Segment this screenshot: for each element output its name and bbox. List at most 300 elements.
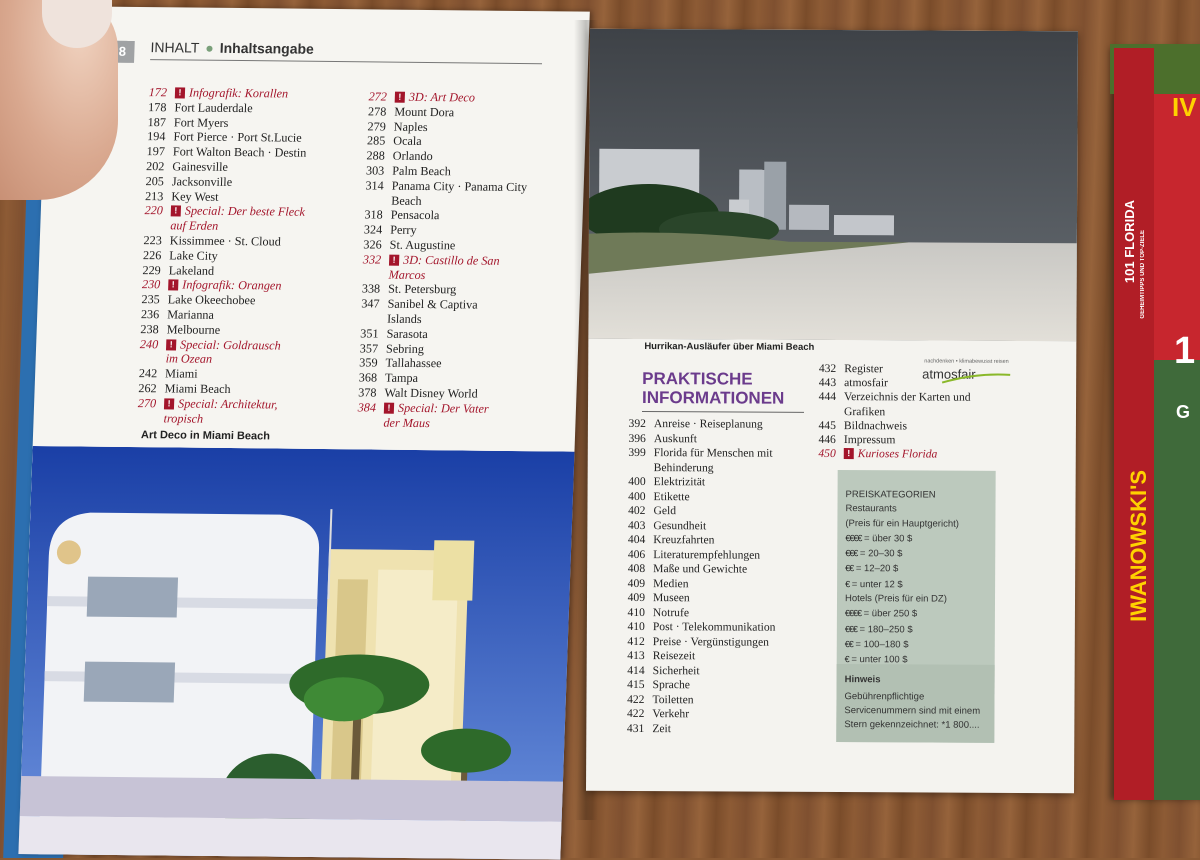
- toc-entry-title: 3D: Art Deco: [408, 89, 476, 105]
- other-book-spine: [1114, 48, 1154, 800]
- toc-entry-text: [654, 475, 706, 490]
- toc-entry-text: [385, 356, 441, 371]
- toc-entry-text: [392, 164, 451, 179]
- toc-entry-title: Gesundheit: [653, 518, 707, 532]
- toc-entry-text: [169, 248, 218, 263]
- toc-entry-text: [388, 252, 499, 283]
- toc-page-number: 432: [818, 361, 837, 376]
- toc-entry: [623, 562, 833, 578]
- toc-entry-continuation: der Maus: [383, 415, 431, 430]
- toc-page-number: 403: [627, 518, 646, 532]
- toc-entry-title: Infografik: Korallen: [188, 85, 289, 101]
- toc-page-number: 431: [626, 721, 645, 735]
- toc-entry-title: Kissimmee · St. Cloud: [169, 233, 282, 249]
- toc-entry-title: Special: Goldrausch: [179, 337, 281, 353]
- toc-page-number: 410: [627, 605, 645, 619]
- page-title: Inhaltsangabe: [219, 39, 315, 57]
- price-coins-icon: €€€€: [845, 532, 862, 544]
- toc-entry-title: Fort Myers: [173, 114, 229, 130]
- price-row: [845, 577, 959, 593]
- hotels-label: Hotels (Preis für ein DZ): [844, 593, 947, 605]
- toc-page-number: 412: [627, 634, 645, 648]
- toc-entry-title: Sanibel & Captiva: [387, 296, 478, 312]
- toc-entry: [623, 591, 833, 607]
- toc-entry-title: Sebring: [385, 341, 425, 356]
- toc-page-number: 213: [144, 188, 164, 203]
- toc-page-number: 240: [139, 336, 159, 351]
- special-marker-icon: !: [389, 254, 399, 265]
- toc-entry-text: [653, 533, 714, 548]
- thumb: [0, 0, 118, 200]
- special-marker-icon: !: [164, 398, 174, 409]
- toc-entry-title: Anreise · Reiseplanung: [653, 417, 763, 431]
- toc-page-number: 410: [627, 619, 645, 634]
- price-range: = unter 100 $: [848, 654, 908, 666]
- toc-page-number: 197: [146, 144, 166, 159]
- toc-page-number: 220: [144, 203, 164, 218]
- restaurant-price-list: [845, 531, 959, 593]
- toc-entry-text: [653, 620, 776, 635]
- toc-entry-text: [394, 119, 428, 134]
- toc-entry: [624, 475, 834, 491]
- toc-entry: [814, 447, 1014, 462]
- toc-entry-text: [172, 159, 228, 174]
- atmosfair-swoosh-icon: [940, 369, 1012, 385]
- toc-entry: [622, 721, 832, 737]
- toc-entry-text: [174, 100, 253, 116]
- special-marker-icon: !: [844, 448, 854, 459]
- toc-entry-title: atmosfair: [844, 376, 888, 390]
- toc-page-number: 230: [141, 277, 161, 292]
- price-box-title: PREISKATEGORIEN: [845, 489, 936, 501]
- toc-page-number: 347: [361, 296, 380, 311]
- toc-page-number: 396: [628, 431, 646, 445]
- toc-page-number: 404: [627, 532, 646, 547]
- toc-entry-title: Notrufe: [652, 605, 690, 619]
- toc-entry-title: Kurioses Florida: [857, 447, 938, 461]
- toc-entry-continuation: Behinderung: [653, 460, 714, 474]
- toc-entry-title: Mount Dora: [394, 104, 455, 120]
- toc-page-number: 235: [141, 292, 161, 307]
- toc-entry-text: [654, 446, 773, 476]
- header-rule: [150, 59, 542, 64]
- toc-entry-title: Tampa: [384, 370, 419, 386]
- price-range: = 100–180 $: [852, 639, 909, 651]
- toc-column-2: [345, 89, 557, 431]
- toc-page-number: 205: [145, 173, 165, 189]
- toc-page-number: 226: [142, 247, 162, 263]
- price-row: [845, 652, 959, 668]
- other-book-subtitle: GEHEIMTIPPS UND TOP-ZIELE: [1140, 230, 1146, 319]
- toc-entry: [624, 489, 834, 505]
- toc-entry-title: Auskunft: [653, 431, 698, 445]
- toc-entry-text: [844, 419, 907, 434]
- section-title-line-2: INFORMATIONEN: [642, 388, 785, 408]
- toc-entry-text: [170, 233, 282, 249]
- special-marker-icon: !: [168, 280, 178, 291]
- price-coins-icon: €: [844, 654, 849, 665]
- right-page: [586, 29, 1078, 794]
- toc-entry-title: Ocala: [393, 134, 422, 149]
- toc-entry-text: [844, 376, 888, 390]
- toc-entry-title: Sprache: [652, 678, 690, 692]
- toc-page-number: 409: [627, 590, 646, 605]
- toc-entry: [624, 431, 834, 447]
- section-rule: [642, 411, 804, 413]
- toc-entry-text: [166, 322, 220, 337]
- toc-entry-text: [653, 678, 690, 693]
- toc-entry-text: [384, 386, 478, 402]
- toc-entry-title: St. Augustine: [389, 237, 456, 253]
- toc-entry-text: [653, 577, 688, 592]
- toc-entry-text: [844, 390, 971, 419]
- toc-entry-title: Elektrizität: [653, 475, 706, 489]
- toc-entry-continuation: Marcos: [388, 267, 426, 282]
- toc-page-number: 326: [363, 237, 382, 252]
- other-book-cover-letter: G: [1176, 402, 1191, 422]
- price-coins-icon: €: [845, 578, 850, 589]
- other-book-cover-number: 1: [1174, 330, 1196, 372]
- price-range: = 20–30 $: [857, 548, 903, 560]
- toc-entry: [814, 419, 1014, 434]
- toc-entry-title: Gainesville: [172, 159, 229, 174]
- toc-entry-title: Marianna: [166, 307, 215, 322]
- toc-entry-title: Palm Beach: [392, 163, 452, 179]
- toc-page-number: 278: [367, 104, 387, 119]
- toc-entry-title: Perry: [389, 222, 417, 238]
- toc-entry-title: Museen: [652, 591, 690, 605]
- toc-entry-title: Zeit: [652, 721, 672, 735]
- page-header: [150, 39, 314, 57]
- toc-entry-text: [653, 591, 690, 606]
- toc-page-number: 229: [142, 262, 162, 277]
- toc-entry-title: Medien: [653, 576, 689, 590]
- toc-entry: [623, 605, 833, 621]
- toc-entry-title: 3D: Castillo de San: [402, 252, 500, 268]
- toc-entry: [624, 417, 834, 433]
- header-dot: ●: [205, 39, 215, 56]
- toc-entry-title: Post · Telekommunikation: [652, 620, 776, 634]
- toc-entry: [623, 663, 833, 679]
- toc-page-number: 443: [818, 376, 837, 390]
- photo-caption-beach: Hurrikan-Ausläufer über Miami Beach: [644, 341, 815, 353]
- toc-entry-text: [653, 548, 760, 563]
- toc-entry: [345, 400, 546, 432]
- toc-entry-text: [391, 178, 527, 209]
- toc-entry-text: [165, 366, 198, 381]
- toc-page-number: 172: [148, 85, 168, 100]
- hotel-price-list: [845, 606, 959, 668]
- toc-entry-text: [167, 307, 214, 322]
- special-marker-icon: !: [171, 206, 181, 217]
- toc-page-number: 357: [359, 340, 379, 356]
- toc-page-number: 187: [147, 114, 167, 129]
- price-range: = 12–20 $: [853, 563, 899, 575]
- toc-entry-title: Panama City · Panama City: [391, 178, 528, 194]
- toc-entry-title: Pensacola: [390, 208, 440, 223]
- toc-entry-text: [393, 149, 433, 164]
- toc-page-number: 414: [627, 663, 645, 677]
- section-label: INHALT: [150, 39, 200, 56]
- toc-entry-title: Lake Okeechobee: [167, 292, 256, 308]
- toc-entry-text: [387, 297, 478, 328]
- toc-entry-text: [653, 519, 706, 534]
- toc-page-number: 238: [140, 321, 159, 337]
- toc-entry-text: [170, 204, 305, 235]
- price-range: = über 250 $: [860, 608, 918, 620]
- toc-entry-text: [165, 337, 281, 368]
- toc-entry-text: [394, 104, 454, 119]
- toc-entry-text: [385, 371, 419, 386]
- toc-entry-text: [653, 504, 676, 519]
- price-range: = 180–250 $: [856, 623, 913, 636]
- toc-entry-text: [174, 115, 229, 130]
- price-row: [845, 546, 959, 562]
- toc-entry-continuation: Beach: [390, 193, 422, 208]
- toc-page-number: 288: [366, 148, 386, 163]
- special-marker-icon: !: [395, 92, 405, 103]
- toc-entry-text: [653, 606, 689, 621]
- toc-entry: [125, 396, 316, 428]
- other-book-brand: IWANOWSKI'S: [1126, 470, 1151, 622]
- toc-page-number: 303: [365, 163, 385, 178]
- toc-page-number: 332: [362, 252, 382, 267]
- toc-entry-text: [175, 85, 289, 101]
- toc-entry-title: Impressum: [843, 433, 896, 447]
- toc-page-number: 446: [818, 432, 836, 447]
- toc-page-number: 351: [360, 326, 379, 341]
- toc-entry-text: [844, 362, 883, 376]
- toc-page-number: 384: [357, 400, 377, 415]
- toc-page-number: 242: [138, 366, 158, 381]
- toc-entry-title: Orlando: [392, 148, 433, 164]
- toc-page-number: 262: [138, 381, 157, 396]
- thumbnail-nail: [42, 0, 112, 48]
- toc-page-number: 178: [147, 99, 167, 115]
- toc-entry-title: Naples: [393, 119, 428, 134]
- toc-entry-text: [653, 649, 696, 664]
- hint-title: Hinweis: [844, 674, 881, 686]
- toc-entry-title: Fort Lauderdale: [174, 100, 253, 115]
- toc-entry-text: [168, 278, 282, 294]
- toc-page-number: 314: [365, 178, 385, 193]
- price-category-text: [845, 488, 959, 668]
- toc-entry-text: [844, 433, 896, 447]
- toc-entry-continuation: Grafiken: [843, 404, 886, 418]
- toc-entry-text: [386, 326, 428, 341]
- toc-entry-text: [164, 381, 230, 396]
- price-coins-icon: €€: [844, 639, 853, 650]
- toc-page-number: 223: [143, 233, 163, 248]
- toc-entry: [814, 390, 1014, 419]
- price-coins-icon: €€€: [844, 623, 857, 634]
- toc-entry: [623, 576, 833, 592]
- special-marker-icon: !: [175, 87, 185, 98]
- toc-entry: [623, 620, 833, 636]
- toc-entry: [623, 678, 833, 694]
- other-book-cover-top: IV: [1172, 92, 1197, 122]
- toc-entry-continuation: im Ozean: [165, 351, 213, 367]
- toc-page-number: 194: [146, 129, 166, 144]
- toc-entry: [349, 296, 550, 328]
- toc-entry-text: [169, 263, 215, 278]
- toc-page-number: 400: [628, 474, 646, 489]
- toc-entry-text: [172, 174, 233, 189]
- toc-entry-text: [163, 396, 278, 427]
- toc-entry-text: [654, 432, 697, 447]
- toc-page-number: 450: [818, 447, 836, 461]
- toc-page-number: 279: [367, 118, 387, 134]
- price-row: [845, 562, 959, 578]
- toc-page-number: 338: [361, 281, 381, 296]
- toc-page-number: 202: [145, 159, 165, 174]
- toc-entry-title: Florida für Menschen mit: [653, 446, 773, 460]
- toc-entry: [623, 518, 833, 534]
- toc-entry-title: Jacksonville: [171, 174, 233, 189]
- toc-entry-continuation: tropisch: [163, 410, 204, 426]
- toc-page-number: 408: [627, 561, 646, 576]
- toc-entry-title: Reisezeit: [652, 649, 696, 663]
- toc-entry-title: Bildnachweis: [843, 418, 908, 433]
- toc-entry-title: Toiletten: [652, 692, 694, 706]
- other-book-title: 101 FLORIDA: [1122, 200, 1137, 284]
- toc-entry: [132, 203, 323, 235]
- toc-entry-title: Infografik: Orangen: [182, 277, 282, 293]
- toc-entry-text: [653, 562, 747, 577]
- toc-entry: [623, 547, 833, 563]
- section-title-line-1: PRAKTISCHE: [642, 369, 753, 389]
- toc-entry: [623, 533, 833, 549]
- toc-page-number: 402: [628, 503, 646, 518]
- price-range: = unter 12 $: [849, 578, 903, 591]
- special-marker-icon: !: [166, 339, 176, 350]
- toc-entry-title: Geld: [653, 504, 677, 518]
- toc-entry-text: [173, 145, 307, 161]
- toc-entry-text: [389, 238, 455, 253]
- section-title: [642, 369, 784, 408]
- toc-entry-title: Kreuzfahrten: [653, 533, 715, 547]
- toc-entry-continuation: Islands: [386, 311, 422, 326]
- toc-entry-text: [654, 490, 690, 505]
- toc-page-number: 368: [358, 370, 378, 385]
- toc-entry-continuation: auf Erden: [170, 218, 219, 234]
- toc-entry-title: Sarasota: [386, 326, 429, 341]
- special-marker-icon: !: [384, 402, 394, 413]
- toc-entry-text: [167, 293, 255, 309]
- toc-entry-text: [652, 707, 689, 722]
- toc-entry-title: Preise · Vergünstigungen: [652, 634, 769, 649]
- toc-entry-title: Tallahassee: [385, 355, 442, 371]
- price-row: [845, 606, 959, 622]
- beach-storm-photo: [588, 29, 1078, 342]
- toc-entry-text: [395, 90, 476, 106]
- toc-entry-title: Lake City: [169, 248, 218, 263]
- toc-page-number: 415: [627, 677, 645, 692]
- toc-entry-title: Register: [844, 362, 883, 376]
- toc-page-number: 444: [818, 390, 837, 404]
- toc-entry-title: Literaturempfehlungen: [653, 547, 761, 562]
- toc-page-number: 400: [628, 489, 646, 503]
- price-row: [845, 622, 959, 638]
- toc-page-number: 409: [627, 576, 646, 590]
- toc-entry: [622, 692, 832, 708]
- price-row: [845, 531, 959, 547]
- toc-entry-text: [386, 341, 424, 356]
- toc-page-number: 422: [626, 706, 645, 721]
- toc-entry: [350, 252, 551, 284]
- toc-entry-text: [383, 400, 489, 431]
- price-coins-icon: €€€: [845, 548, 858, 559]
- toc-page-number: 378: [358, 385, 377, 400]
- toc-entry-title: Walt Disney World: [384, 385, 479, 401]
- art-deco-photo: [18, 446, 589, 860]
- price-row: [845, 637, 959, 653]
- toc-page-number: 285: [366, 133, 386, 148]
- toc-entry-title: St. Petersburg: [387, 282, 457, 297]
- toc-entry-text: [653, 635, 769, 650]
- toc-entry: [623, 504, 833, 520]
- toc-entry-title: Maße und Gewichte: [653, 562, 748, 576]
- toc-entry-title: Miami: [164, 366, 198, 381]
- atmosfair-logo: atmosfair: [922, 366, 976, 382]
- toc-entry-title: Fort Pierce · Port St.Lucie: [173, 129, 302, 146]
- toc-entry-title: Verzeichnis der Karten und: [844, 390, 971, 405]
- toc-page-number: 406: [627, 547, 646, 561]
- toc-entry-title: Special: Der Vater: [397, 400, 489, 416]
- toc-entry-text: [653, 664, 700, 679]
- toc-entry-title: Melbourne: [166, 322, 221, 337]
- other-book-cover-photo: [1150, 360, 1200, 800]
- toc-page-number: 392: [628, 416, 646, 431]
- toc-entry-text: [390, 223, 417, 238]
- toc-entry-text: [652, 693, 693, 708]
- toc-entry-title: Sicherheit: [652, 663, 700, 677]
- toc-entry-text: [652, 722, 671, 737]
- toc-entry-title: Fort Walton Beach · Destin: [172, 144, 307, 160]
- toc-page-number: 359: [359, 355, 378, 370]
- page-number: 8: [110, 41, 135, 63]
- toc-entry-title: Etikette: [653, 489, 690, 503]
- toc-page-number: 399: [628, 445, 646, 460]
- info-list: [622, 417, 834, 737]
- toc-column-1: [125, 85, 327, 427]
- toc-entry: [623, 634, 833, 650]
- toc-entry-title: Special: Architektur,: [177, 396, 278, 412]
- toc-entry-text: [390, 208, 439, 223]
- toc-page-number: 272: [368, 89, 388, 104]
- toc-page-number: 324: [363, 222, 383, 237]
- toc-entry-title: Miami Beach: [164, 381, 231, 396]
- price-coins-icon: €€: [845, 563, 854, 574]
- restaurants-note: (Preis für ein Hauptgericht): [845, 517, 959, 530]
- toc-entry-text: [171, 189, 219, 204]
- toc-entry-text: [654, 417, 763, 432]
- toc-entry: [814, 433, 1014, 448]
- restaurants-label: Restaurants: [845, 503, 897, 515]
- toc-entry: [622, 707, 832, 723]
- toc-entry: [623, 649, 833, 665]
- toc-page-number: 270: [137, 395, 157, 410]
- toc-entry: [624, 446, 834, 476]
- toc-page-number: 413: [627, 648, 645, 663]
- toc-entry-text: [173, 130, 302, 146]
- toc-page-number: 318: [364, 207, 383, 222]
- price-coins-icon: €€€€: [844, 608, 861, 619]
- toc-entry: [353, 178, 554, 210]
- toc-entry-title: Special: Der beste Fleck: [184, 203, 306, 220]
- toc-entry-text: [844, 447, 938, 462]
- price-range: = über 30 $: [861, 533, 913, 545]
